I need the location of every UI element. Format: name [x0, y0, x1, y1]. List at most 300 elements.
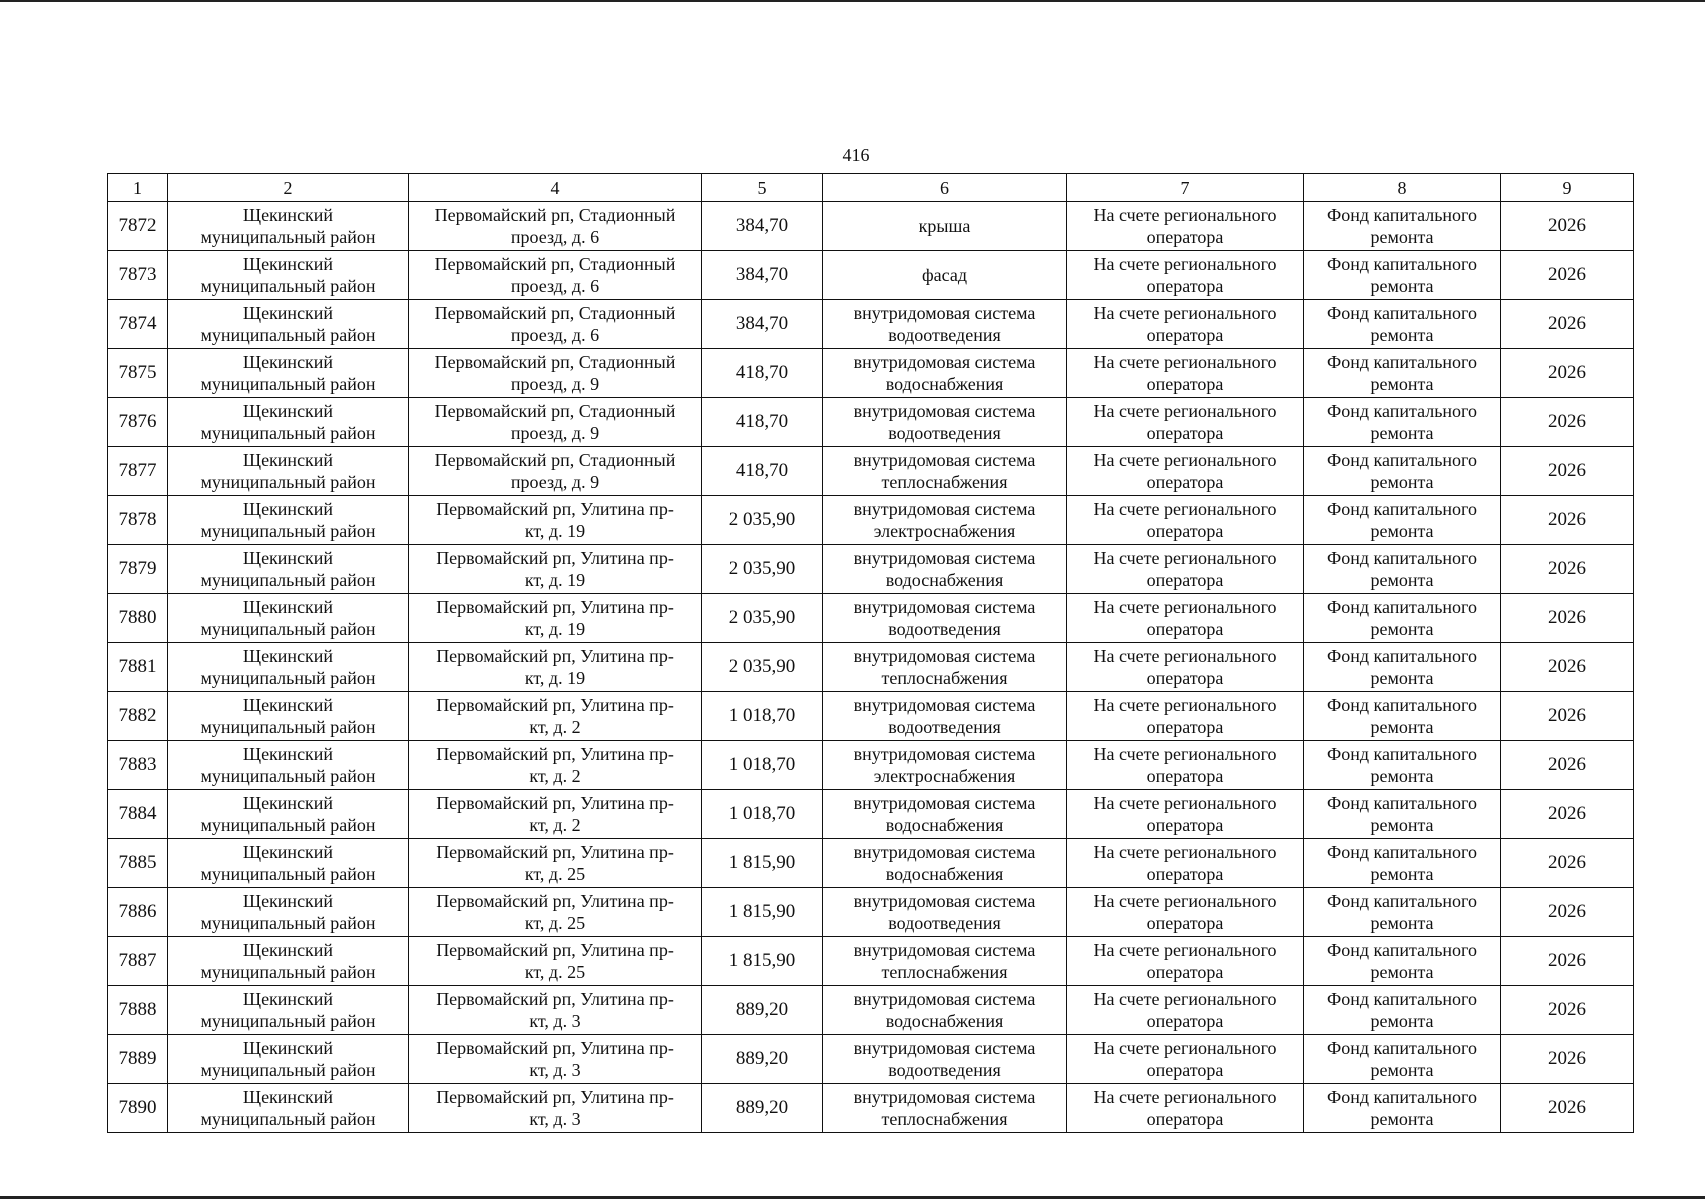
work-type-cell [823, 643, 1067, 692]
account-cell [1067, 643, 1304, 692]
funding-source-cell-line: ремонта [1370, 1060, 1434, 1080]
district-cell-line: Щекинский [242, 1087, 334, 1107]
table-row [108, 594, 1634, 643]
account-cell [1067, 790, 1304, 839]
column-header-2: 2 [168, 174, 409, 202]
address-cell-line: кт, д. 25 [524, 913, 586, 933]
district-cell-line: Щекинский [242, 303, 334, 323]
year-cell: 2026 [1501, 643, 1634, 692]
address-cell-line: проезд, д. 6 [510, 227, 600, 247]
address-cell-line: Первомайский рп, Стадионный [434, 450, 676, 470]
funding-source-cell-line: ремонта [1370, 619, 1434, 639]
year-cell: 2026 [1501, 594, 1634, 643]
district-cell [168, 1084, 409, 1133]
work-type-cell [823, 1084, 1067, 1133]
account-cell-line: На счете регионального [1093, 548, 1277, 568]
funding-source-cell-line: Фонд капитального [1327, 891, 1477, 911]
funding-source-cell-line: Фонд капитального [1327, 940, 1477, 960]
table-row [108, 643, 1634, 692]
year-cell: 2026 [1501, 888, 1634, 937]
row-number-cell: 7889 [108, 1035, 168, 1084]
table-row [108, 839, 1634, 888]
work-type-cell-line: фасад [921, 265, 967, 285]
district-cell-line: Щекинский [242, 450, 334, 470]
district-cell-line: муниципальный район [200, 766, 376, 786]
address-cell-line: Первомайский рп, Улитина пр- [436, 548, 674, 568]
account-cell [1067, 692, 1304, 741]
funding-source-cell-line: Фонд капитального [1327, 499, 1477, 519]
district-cell-line: муниципальный район [200, 1011, 376, 1031]
address-cell-line: Первомайский рп, Улитина пр- [436, 1038, 674, 1058]
row-number-cell: 7886 [108, 888, 168, 937]
district-cell-line: Щекинский [242, 499, 334, 519]
district-cell-line: муниципальный район [200, 570, 376, 590]
district-cell [168, 741, 409, 790]
account-cell-line: На счете регионального [1093, 891, 1277, 911]
work-type-cell-line: теплоснабжения [881, 668, 1008, 688]
work-type-cell-line: внутридомовая система [853, 352, 1036, 372]
address-cell [409, 888, 702, 937]
row-number-cell: 7887 [108, 937, 168, 986]
account-cell-line: оператора [1146, 815, 1224, 835]
district-cell-line: муниципальный район [200, 815, 376, 835]
address-cell-line: кт, д. 3 [529, 1011, 581, 1031]
year-cell: 2026 [1501, 300, 1634, 349]
district-cell-line: муниципальный район [200, 227, 376, 247]
district-cell-line: Щекинский [242, 1038, 334, 1058]
year-cell: 2026 [1501, 1035, 1634, 1084]
district-cell [168, 545, 409, 594]
account-cell-line: оператора [1146, 619, 1224, 639]
funding-source-cell-line: ремонта [1370, 864, 1434, 884]
work-type-cell [823, 888, 1067, 937]
row-number-cell: 7879 [108, 545, 168, 594]
account-cell-line: На счете регионального [1093, 597, 1277, 617]
address-cell-line: кт, д. 2 [529, 766, 581, 786]
account-cell [1067, 349, 1304, 398]
funding-source-cell-line: Фонд капитального [1327, 352, 1477, 372]
address-cell-line: кт, д. 25 [524, 962, 586, 982]
district-cell-line: Щекинский [242, 842, 334, 862]
account-cell-line: На счете регионального [1093, 401, 1277, 421]
district-cell [168, 692, 409, 741]
account-cell-line: На счете регионального [1093, 205, 1277, 225]
funding-source-cell-line: ремонта [1370, 325, 1434, 345]
district-cell-line: Щекинский [242, 891, 334, 911]
area-cell: 1 018,70 [702, 692, 823, 741]
address-cell [409, 692, 702, 741]
account-cell-line: оператора [1146, 962, 1224, 982]
account-cell-line: оператора [1146, 521, 1224, 541]
table-header [108, 174, 1634, 202]
account-cell-line: На счете регионального [1093, 744, 1277, 764]
funding-source-cell-line: Фонд капитального [1327, 303, 1477, 323]
address-cell-line: кт, д. 19 [524, 619, 586, 639]
account-cell [1067, 888, 1304, 937]
funding-source-cell-line: ремонта [1370, 668, 1434, 688]
account-cell [1067, 496, 1304, 545]
address-cell [409, 496, 702, 545]
table-body [108, 202, 1634, 1133]
district-cell-line: муниципальный район [200, 717, 376, 737]
address-cell-line: Первомайский рп, Улитина пр- [436, 695, 674, 715]
district-cell-line: муниципальный район [200, 521, 376, 541]
area-cell: 384,70 [702, 251, 823, 300]
account-cell [1067, 594, 1304, 643]
district-cell-line: муниципальный район [200, 472, 376, 492]
district-cell-line: муниципальный район [200, 864, 376, 884]
year-cell: 2026 [1501, 496, 1634, 545]
account-cell [1067, 839, 1304, 888]
work-type-cell [823, 202, 1067, 251]
district-cell [168, 202, 409, 251]
account-cell-line: На счете регионального [1093, 842, 1277, 862]
address-cell-line: Первомайский рп, Улитина пр- [436, 940, 674, 960]
district-cell [168, 1035, 409, 1084]
table-row [108, 496, 1634, 545]
year-cell: 2026 [1501, 251, 1634, 300]
account-cell-line: На счете регионального [1093, 254, 1277, 274]
row-number-cell: 7890 [108, 1084, 168, 1133]
funding-source-cell-line: ремонта [1370, 766, 1434, 786]
funding-source-cell-line: ремонта [1370, 374, 1434, 394]
page-number: 416 [842, 145, 870, 165]
work-type-cell-line: водоснабжения [885, 374, 1004, 394]
funding-source-cell-line: ремонта [1370, 815, 1434, 835]
work-type-cell-line: внутридомовая система [853, 891, 1036, 911]
district-cell-line: Щекинский [242, 695, 334, 715]
work-type-cell [823, 692, 1067, 741]
account-cell-line: оператора [1146, 472, 1224, 492]
work-type-cell-line: водоотведения [888, 325, 1001, 345]
address-cell [409, 937, 702, 986]
area-cell: 889,20 [702, 1084, 823, 1133]
district-cell-line: муниципальный район [200, 423, 376, 443]
table-row [108, 937, 1634, 986]
table-row [108, 790, 1634, 839]
table-row [108, 888, 1634, 937]
work-type-cell-line: внутридомовая система [853, 450, 1036, 470]
funding-source-cell-line: Фонд капитального [1327, 548, 1477, 568]
district-cell-line: муниципальный район [200, 374, 376, 394]
account-cell [1067, 986, 1304, 1035]
funding-source-cell-line: Фонд капитального [1327, 450, 1477, 470]
district-cell [168, 643, 409, 692]
table-row [108, 1035, 1634, 1084]
work-type-cell-line: внутридомовая система [853, 1087, 1036, 1107]
address-cell-line: Первомайский рп, Улитина пр- [436, 793, 674, 813]
area-cell: 1 018,70 [702, 741, 823, 790]
funding-source-cell-line: Фонд капитального [1327, 646, 1477, 666]
account-cell-line: оператора [1146, 570, 1224, 590]
table-row [108, 986, 1634, 1035]
address-cell-line: кт, д. 19 [524, 521, 586, 541]
funding-source-cell [1304, 692, 1501, 741]
funding-source-cell-line: Фонд капитального [1327, 695, 1477, 715]
address-cell-line: Первомайский рп, Улитина пр- [436, 744, 674, 764]
account-cell [1067, 545, 1304, 594]
district-cell-line: муниципальный район [200, 962, 376, 982]
address-cell-line: Первомайский рп, Улитина пр- [436, 499, 674, 519]
address-cell-line: Первомайский рп, Стадионный [434, 303, 676, 323]
district-cell-line: Щекинский [242, 989, 334, 1009]
account-cell-line: На счете регионального [1093, 1087, 1277, 1107]
address-cell-line: Первомайский рп, Улитина пр- [436, 597, 674, 617]
account-cell [1067, 251, 1304, 300]
account-cell-line: оператора [1146, 276, 1224, 296]
work-type-cell-line: внутридомовая система [853, 989, 1036, 1009]
district-cell-line: муниципальный район [200, 1060, 376, 1080]
funding-source-cell [1304, 839, 1501, 888]
account-cell-line: оператора [1146, 325, 1224, 345]
address-cell [409, 643, 702, 692]
work-type-cell-line: водоотведения [888, 619, 1001, 639]
scan-bottom-border [0, 1196, 1705, 1199]
work-type-cell [823, 839, 1067, 888]
funding-source-cell [1304, 251, 1501, 300]
row-number-cell: 7883 [108, 741, 168, 790]
account-cell [1067, 398, 1304, 447]
district-cell [168, 349, 409, 398]
row-number-cell: 7873 [108, 251, 168, 300]
funding-source-cell-line: ремонта [1370, 717, 1434, 737]
address-cell-line: Первомайский рп, Улитина пр- [436, 891, 674, 911]
work-type-cell-line: водоснабжения [885, 570, 1004, 590]
area-cell: 2 035,90 [702, 496, 823, 545]
account-cell-line: оператора [1146, 1109, 1224, 1129]
work-type-cell-line: водоотведения [888, 717, 1001, 737]
district-cell-line: Щекинский [242, 940, 334, 960]
work-type-cell-line: водоотведения [888, 423, 1001, 443]
address-cell [409, 251, 702, 300]
funding-source-cell [1304, 594, 1501, 643]
district-cell-line: Щекинский [242, 646, 334, 666]
funding-source-cell [1304, 1084, 1501, 1133]
table-row [108, 447, 1634, 496]
address-cell-line: кт, д. 25 [524, 864, 586, 884]
address-cell-line: кт, д. 2 [529, 815, 581, 835]
column-header-9: 9 [1501, 174, 1634, 202]
year-cell: 2026 [1501, 741, 1634, 790]
funding-source-cell-line: Фонд капитального [1327, 989, 1477, 1009]
account-cell-line: На счете регионального [1093, 303, 1277, 323]
row-number-cell: 7881 [108, 643, 168, 692]
area-cell: 418,70 [702, 398, 823, 447]
work-type-cell-line: теплоснабжения [881, 472, 1008, 492]
account-cell [1067, 202, 1304, 251]
work-type-cell-line: внутридомовая система [853, 548, 1036, 568]
address-cell [409, 447, 702, 496]
address-cell [409, 349, 702, 398]
account-cell [1067, 1084, 1304, 1133]
funding-source-cell [1304, 1035, 1501, 1084]
funding-source-cell [1304, 496, 1501, 545]
address-cell [409, 790, 702, 839]
work-type-cell-line: крыша [918, 216, 971, 236]
work-type-cell [823, 741, 1067, 790]
district-cell [168, 790, 409, 839]
year-cell: 2026 [1501, 692, 1634, 741]
district-cell [168, 937, 409, 986]
funding-source-cell [1304, 741, 1501, 790]
work-type-cell [823, 496, 1067, 545]
header-row [108, 174, 1634, 202]
address-cell-line: Первомайский рп, Стадионный [434, 401, 676, 421]
work-type-cell [823, 349, 1067, 398]
account-cell [1067, 937, 1304, 986]
table-row [108, 202, 1634, 251]
district-cell [168, 986, 409, 1035]
table-row [108, 251, 1634, 300]
funding-source-cell [1304, 447, 1501, 496]
table-row [108, 692, 1634, 741]
funding-source-cell-line: Фонд капитального [1327, 597, 1477, 617]
work-type-cell [823, 251, 1067, 300]
work-type-cell-line: внутридомовая система [853, 1038, 1036, 1058]
address-cell [409, 1035, 702, 1084]
account-cell-line: На счете регионального [1093, 1038, 1277, 1058]
year-cell: 2026 [1501, 790, 1634, 839]
year-cell: 2026 [1501, 398, 1634, 447]
address-cell-line: Первомайский рп, Стадионный [434, 205, 676, 225]
area-cell: 418,70 [702, 447, 823, 496]
funding-source-cell [1304, 398, 1501, 447]
district-cell-line: Щекинский [242, 793, 334, 813]
address-cell [409, 398, 702, 447]
table-row [108, 741, 1634, 790]
area-cell: 1 815,90 [702, 937, 823, 986]
work-type-cell-line: внутридомовая система [853, 744, 1036, 764]
work-type-cell-line: внутридомовая система [853, 303, 1036, 323]
work-type-cell [823, 545, 1067, 594]
district-cell [168, 839, 409, 888]
account-cell-line: оператора [1146, 374, 1224, 394]
area-cell: 418,70 [702, 349, 823, 398]
address-cell-line: Первомайский рп, Улитина пр- [436, 842, 674, 862]
funding-source-cell-line: ремонта [1370, 521, 1434, 541]
address-cell [409, 545, 702, 594]
work-type-cell [823, 986, 1067, 1035]
district-cell-line: Щекинский [242, 254, 334, 274]
funding-source-cell-line: Фонд капитального [1327, 1087, 1477, 1107]
funding-source-cell [1304, 349, 1501, 398]
funding-source-cell-line: ремонта [1370, 570, 1434, 590]
address-cell-line: проезд, д. 9 [510, 423, 600, 443]
work-type-cell [823, 790, 1067, 839]
district-cell-line: муниципальный район [200, 276, 376, 296]
year-cell: 2026 [1501, 937, 1634, 986]
account-cell-line: оператора [1146, 227, 1224, 247]
funding-source-cell [1304, 986, 1501, 1035]
work-type-cell [823, 398, 1067, 447]
address-cell [409, 839, 702, 888]
district-cell [168, 496, 409, 545]
account-cell-line: оператора [1146, 913, 1224, 933]
address-cell [409, 202, 702, 251]
address-cell-line: Первомайский рп, Улитина пр- [436, 1087, 674, 1107]
funding-source-cell [1304, 790, 1501, 839]
work-type-cell-line: водоотведения [888, 913, 1001, 933]
row-number-cell: 7874 [108, 300, 168, 349]
capital-repair-table [107, 173, 1634, 1133]
funding-source-cell-line: ремонта [1370, 423, 1434, 443]
funding-source-cell [1304, 545, 1501, 594]
row-number-cell: 7872 [108, 202, 168, 251]
account-cell-line: оператора [1146, 668, 1224, 688]
year-cell: 2026 [1501, 1084, 1634, 1133]
funding-source-cell-line: Фонд капитального [1327, 793, 1477, 813]
district-cell [168, 300, 409, 349]
address-cell-line: кт, д. 3 [529, 1060, 581, 1080]
address-cell [409, 986, 702, 1035]
funding-source-cell [1304, 300, 1501, 349]
account-cell-line: оператора [1146, 766, 1224, 786]
account-cell [1067, 1035, 1304, 1084]
work-type-cell-line: водоснабжения [885, 864, 1004, 884]
district-cell-line: Щекинский [242, 401, 334, 421]
row-number-cell: 7875 [108, 349, 168, 398]
row-number-cell: 7878 [108, 496, 168, 545]
column-header-1: 1 [108, 174, 168, 202]
table-row [108, 545, 1634, 594]
funding-source-cell [1304, 888, 1501, 937]
funding-source-cell-line: Фонд капитального [1327, 842, 1477, 862]
address-cell [409, 300, 702, 349]
column-header-5: 5 [702, 174, 823, 202]
row-number-cell: 7876 [108, 398, 168, 447]
account-cell-line: На счете регионального [1093, 989, 1277, 1009]
funding-source-cell-line: ремонта [1370, 962, 1434, 982]
column-header-4: 4 [409, 174, 702, 202]
row-number-cell: 7877 [108, 447, 168, 496]
district-cell-line: муниципальный район [200, 325, 376, 345]
address-cell [409, 594, 702, 643]
work-type-cell-line: внутридомовая система [853, 940, 1036, 960]
work-type-cell-line: водоотведения [888, 1060, 1001, 1080]
district-cell [168, 888, 409, 937]
address-cell-line: Первомайский рп, Стадионный [434, 254, 676, 274]
district-cell-line: Щекинский [242, 744, 334, 764]
table-row [108, 1084, 1634, 1133]
work-type-cell-line: внутридомовая система [853, 695, 1036, 715]
account-cell-line: На счете регионального [1093, 450, 1277, 470]
district-cell-line: Щекинский [242, 597, 334, 617]
funding-source-cell-line: Фонд капитального [1327, 254, 1477, 274]
table-row [108, 398, 1634, 447]
row-number-cell: 7882 [108, 692, 168, 741]
column-header-8: 8 [1304, 174, 1501, 202]
work-type-cell-line: внутридомовая система [853, 842, 1036, 862]
funding-source-cell [1304, 937, 1501, 986]
district-cell-line: Щекинский [242, 548, 334, 568]
funding-source-cell [1304, 643, 1501, 692]
address-cell-line: кт, д. 19 [524, 570, 586, 590]
account-cell-line: На счете регионального [1093, 499, 1277, 519]
address-cell-line: Первомайский рп, Стадионный [434, 352, 676, 372]
area-cell: 384,70 [702, 202, 823, 251]
column-header-7: 7 [1067, 174, 1304, 202]
area-cell: 2 035,90 [702, 643, 823, 692]
account-cell-line: На счете регионального [1093, 695, 1277, 715]
account-cell-line: оператора [1146, 1011, 1224, 1031]
work-type-cell [823, 594, 1067, 643]
work-type-cell-line: водоснабжения [885, 1011, 1004, 1031]
account-cell-line: На счете регионального [1093, 352, 1277, 372]
account-cell [1067, 300, 1304, 349]
funding-source-cell-line: ремонта [1370, 1011, 1434, 1031]
funding-source-cell-line: Фонд капитального [1327, 744, 1477, 764]
scan-top-border [0, 0, 1705, 2]
